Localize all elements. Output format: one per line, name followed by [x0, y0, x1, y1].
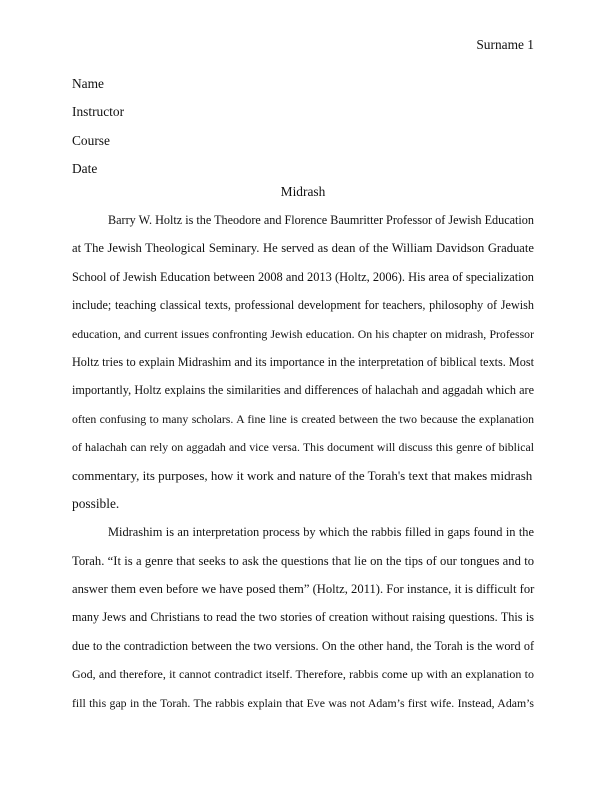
document-title: Midrash — [280, 184, 326, 199]
text-line: God, and therefore, it cannot contradict itself. Therefore, rabbis come up with an explanation to — [72, 667, 534, 682]
text-line: education, and current issues confronting Jewish education. On his chapter on midrash, Professor — [72, 326, 534, 341]
text-line: include; teaching classical texts, professional development for teachers, philosophy of Jewish — [72, 298, 534, 313]
document-body — [72, 206, 534, 717]
text-line: Holtz tries to explain Midrashim and its importance in the interpretation of biblical texts. Most — [72, 354, 534, 369]
text-line: often confusing to many scholars. A fine line is created between the two because the explanation — [72, 411, 534, 426]
student-name: Name — [72, 76, 104, 91]
text-line: Midrashim is an interpretation process by which the rabbis filled in gaps found in the — [108, 525, 534, 540]
text-line: at The Jewish Theological Seminary. He served as dean of the William Davidson Graduate — [72, 241, 534, 256]
text-line: due to the contradiction between the two versions. On the other hand, the Torah is the word of — [72, 638, 534, 653]
text-line: many Jews and Christians to read the two stories of creation without raising questions. This is — [72, 610, 534, 625]
text-line: possible. — [72, 495, 120, 511]
text-line: answer them even before we have posed them” (Holtz, 2011). For instance, it is difficult for — [72, 582, 535, 597]
heading-block — [72, 70, 124, 184]
text-line: fill this gap in the Torah. The rabbis explain that Eve was not Adam’s first wife. Instead, Adam’s — [72, 695, 534, 710]
text-line: Barry W. Holtz is the Theodore and Florence Baumritter Professor of Jewish Education — [108, 213, 534, 227]
text-line: importantly, Holtz explains the similarities and differences of halachah and aggadah which are — [72, 383, 534, 398]
course-name: Course — [72, 132, 110, 148]
text-line: commentary, its purposes, how it work and nature of the Torah's text that makes midrash — [72, 467, 533, 483]
instructor-name: Instructor — [72, 104, 125, 120]
text-line: School of Jewish Education between 2008 and 2013 (Holtz, 2006). His area of specialization — [72, 269, 534, 284]
running-head: Surname 1 — [476, 37, 534, 52]
date: Date — [72, 161, 98, 177]
text-line: of halachah can rely on aggadah and vice versa. This document will discuss this genre of biblical — [72, 440, 534, 455]
text-line: Torah. “It is a genre that seeks to ask the questions that lie on the tips of our tongues and to — [72, 553, 534, 568]
